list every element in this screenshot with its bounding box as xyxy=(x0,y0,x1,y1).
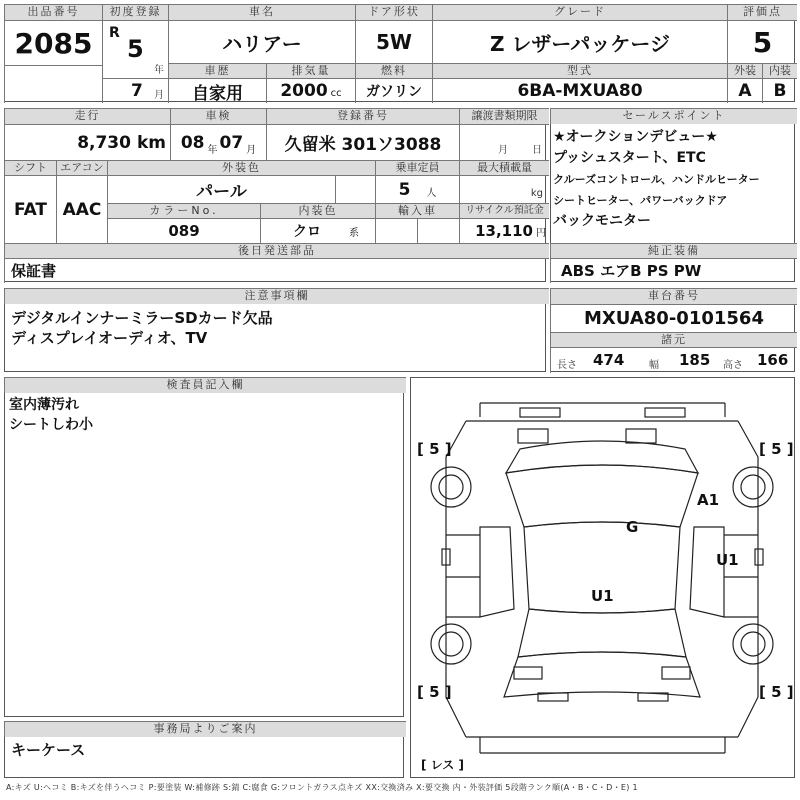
damage-mark-u1-side: U1 xyxy=(716,551,739,569)
first-reg-month-cell xyxy=(102,78,168,103)
displacement: 2000 xyxy=(280,81,328,101)
exterior-grade: A xyxy=(727,78,762,103)
inspector-line: 室内薄汚れ xyxy=(9,397,79,413)
exterior-label: 外装 xyxy=(727,63,762,78)
length: 474 xyxy=(593,351,625,369)
capacity-unit: 人 xyxy=(426,188,437,199)
model-label: 型式 xyxy=(432,63,727,78)
spare-tire: [ レス ] xyxy=(421,758,464,772)
import-label: 輸入車 xyxy=(375,203,459,218)
model: 6BA-MXUA80 xyxy=(432,78,727,103)
displacement-label: 排気量 xyxy=(266,63,355,78)
selling-point: ★オークションデビュー★ xyxy=(553,129,718,145)
displacement-unit: cc xyxy=(330,88,342,99)
tire-front-left: [ 5 ] xyxy=(417,440,452,458)
caution-line: ディスプレイオーディオ、TV xyxy=(11,329,208,347)
first-reg-year: 5 xyxy=(127,35,144,63)
damage-mark-g: G xyxy=(626,518,639,536)
equipment-label: 純正装備 xyxy=(550,243,797,258)
mileage: 8,730 xyxy=(77,132,131,153)
car-diagram xyxy=(410,377,795,778)
caution-lines xyxy=(11,308,273,348)
door-type: 5W xyxy=(355,20,432,63)
score-label: 評価点 xyxy=(727,4,797,20)
first-reg-year-cell xyxy=(102,20,168,78)
selling-point: プッシュスタート、ETC xyxy=(553,150,706,166)
selling-point: シートヒーター、パワーバックドア xyxy=(553,194,728,207)
car-name: ハリアー xyxy=(168,20,355,63)
office-note: キーケース xyxy=(11,741,86,759)
aircon: AAC xyxy=(56,175,107,243)
first-reg-month: 7 xyxy=(131,81,143,101)
selling-points-list xyxy=(553,127,760,232)
grade-label: グレード xyxy=(432,4,727,20)
length-label: 長さ xyxy=(557,360,577,371)
lot-label: 出品番号 xyxy=(4,4,102,20)
max-load-label: 最大積載量 xyxy=(459,160,549,175)
height-label: 高さ xyxy=(723,360,743,371)
recycle-unit: 円 xyxy=(536,228,546,239)
inspection-month: 07 xyxy=(219,132,244,153)
dims-label: 諸元 xyxy=(550,332,797,347)
interior-color: クロ xyxy=(293,224,321,240)
interior-label: 内装 xyxy=(762,63,797,78)
selling-point: バックモニター xyxy=(553,213,651,229)
inspector-box xyxy=(4,377,404,717)
recycle-label: リサイクル預託金 xyxy=(459,203,549,218)
inspector-label: 検査員記入欄 xyxy=(4,377,406,393)
height: 166 xyxy=(757,351,789,369)
selling-point: クルーズコントロール、ハンドルヒーター xyxy=(553,173,760,186)
damage-mark-a1: A1 xyxy=(697,491,720,509)
inspection-cell xyxy=(170,124,266,160)
displacement-cell xyxy=(266,78,355,103)
history: 自家用 xyxy=(168,78,266,103)
grade: Z レザーパッケージ xyxy=(432,20,727,63)
max-load-unit: kg xyxy=(530,188,543,199)
caution-box xyxy=(4,288,546,372)
width: 185 xyxy=(679,351,711,369)
mileage-unit: km xyxy=(136,132,166,153)
door-label: ドア形状 xyxy=(355,4,432,20)
transfer-day-unit: 日 xyxy=(532,145,542,156)
aircon-label: エアコン xyxy=(56,160,107,175)
fuel: ガソリン xyxy=(355,78,432,103)
equipment-cell xyxy=(550,258,797,283)
equipment: ABS エアB PS PW xyxy=(561,262,702,280)
office-box xyxy=(4,721,404,778)
car-name-label: 車名 xyxy=(168,4,355,20)
score: 5 xyxy=(727,20,797,63)
import-cell-1 xyxy=(375,218,417,243)
car-outline-icon xyxy=(410,377,795,778)
transfer-cell xyxy=(459,124,549,160)
inspector-line: シートしわ小 xyxy=(9,417,93,433)
caution-line: デジタルインナーミラーSDカード欠品 xyxy=(11,309,273,327)
color-no-label: カラーNo. xyxy=(107,203,260,218)
color-label: 外装色 xyxy=(107,160,375,175)
history-label: 車歴 xyxy=(168,63,266,78)
recycle: 13,110 xyxy=(475,222,533,240)
legend: A:キズ U:ヘコミ B:キズを伴うヘコミ P:要塗装 W:補修跡 S:錆 C:腐食 G:フロントガラス点キズ XX:交換済み X:要交換 内・外装評価 5段階ランク順(A・B・C・D・E) 1 xyxy=(6,783,638,792)
era: R xyxy=(109,25,120,41)
shift: FAT xyxy=(4,175,56,243)
lot-number: 2085 xyxy=(4,20,102,65)
interior-grade: B xyxy=(762,78,797,103)
year-unit: 年 xyxy=(154,65,164,76)
dims-cell xyxy=(550,347,797,373)
interior-color-cell xyxy=(260,218,375,243)
inspection-year: 08 xyxy=(180,132,205,153)
shift-label: シフト xyxy=(4,160,56,175)
chassis-box xyxy=(550,288,795,372)
tire-rear-right: [ 5 ] xyxy=(759,683,794,701)
selling-points-box xyxy=(550,108,795,282)
lot-blank xyxy=(4,65,102,103)
later-parts-label: 後日発送部品 xyxy=(4,243,549,258)
color: パール xyxy=(107,175,335,203)
import-cell-2 xyxy=(417,218,459,243)
capacity-cell xyxy=(375,175,459,203)
capacity: 5 xyxy=(398,179,411,200)
chassis-label: 車台番号 xyxy=(550,288,797,304)
damage-mark-u1-center: U1 xyxy=(591,587,614,605)
month-unit: 月 xyxy=(154,90,164,101)
color-no: 089 xyxy=(107,218,260,243)
office-label: 事務局よりご案内 xyxy=(4,721,406,737)
transfer-month-unit: 月 xyxy=(498,145,508,156)
color-blank xyxy=(335,175,375,203)
mileage-cell xyxy=(4,124,170,160)
tire-front-right: [ 5 ] xyxy=(759,440,794,458)
vehicle-detail-table xyxy=(4,108,546,282)
vehicle-summary-table xyxy=(4,4,795,102)
mileage-label: 走行 xyxy=(4,108,170,124)
plate-number: 久留米 301ソ3088 xyxy=(266,124,459,160)
inspector-lines xyxy=(9,395,93,435)
recycle-cell xyxy=(459,218,549,243)
fuel-label: 燃料 xyxy=(355,63,432,78)
tire-rear-left: [ 5 ] xyxy=(417,683,452,701)
later-parts: 保証書 xyxy=(11,262,57,280)
first-reg-label: 初度登録 xyxy=(102,4,168,20)
transfer-label: 譲渡書類期限 xyxy=(459,108,549,124)
inspection-label: 車検 xyxy=(170,108,266,124)
plate-label: 登録番号 xyxy=(266,108,459,124)
interior-color-label: 内装色 xyxy=(260,203,375,218)
caution-label: 注意事項欄 xyxy=(4,288,549,304)
interior-color-unit: 系 xyxy=(349,228,359,239)
inspection-year-unit: 年 xyxy=(207,145,218,156)
chassis-number: MXUA80-0101564 xyxy=(550,304,797,332)
inspection-month-unit: 月 xyxy=(246,145,257,156)
max-load-cell xyxy=(459,175,549,203)
width-label: 幅 xyxy=(649,360,659,371)
selling-points-label: セールスポイント xyxy=(550,108,797,124)
later-parts-cell xyxy=(4,258,549,283)
capacity-label: 乗車定員 xyxy=(375,160,459,175)
